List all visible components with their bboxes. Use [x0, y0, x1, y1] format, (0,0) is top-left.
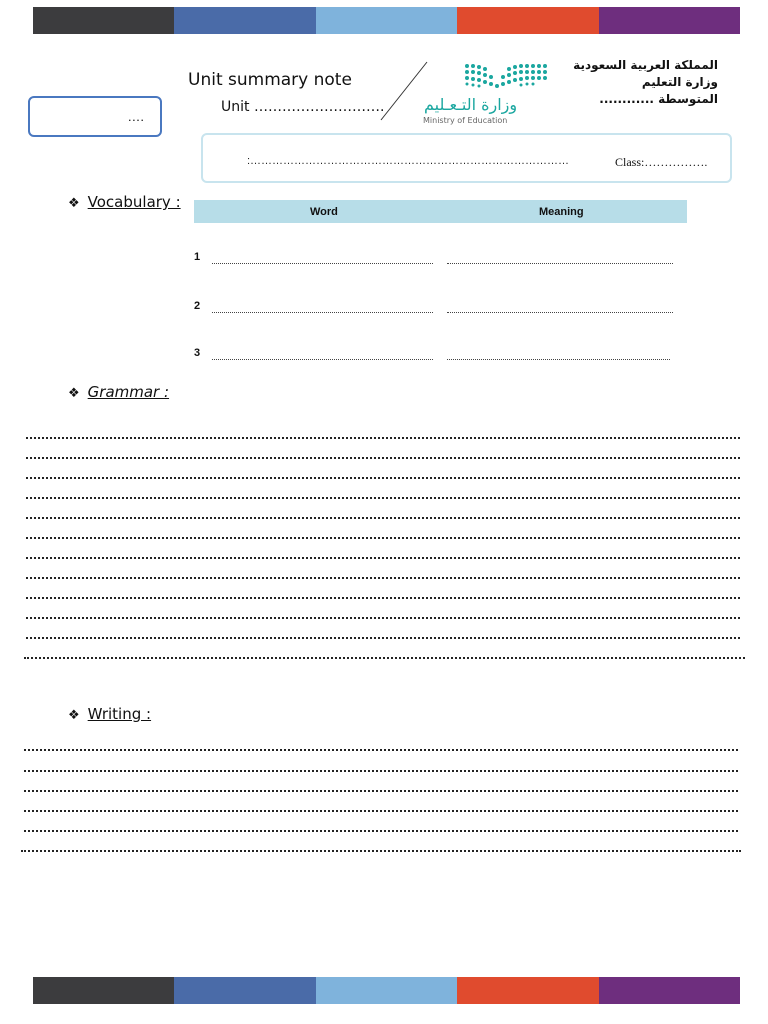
meaning-blank[interactable]: [447, 312, 673, 313]
word-column-header: Word: [310, 205, 338, 218]
meaning-blank[interactable]: [447, 359, 670, 360]
arabic-header-line2: وزارة التعليم: [641, 75, 718, 89]
meaning-blank[interactable]: [447, 263, 673, 264]
vocab-row: [194, 300, 694, 320]
class-field[interactable]: Class:…………….: [615, 155, 708, 169]
page-title: Unit summary note: [188, 70, 352, 90]
writing-line[interactable]: [24, 810, 738, 812]
student-info-box[interactable]: [201, 133, 732, 183]
writing-heading: [68, 705, 151, 723]
grammar-line[interactable]: [24, 657, 745, 659]
vocab-row: [194, 347, 694, 367]
grammar-heading: [68, 383, 169, 401]
grammar-line[interactable]: [26, 437, 740, 439]
word-blank[interactable]: [212, 359, 433, 360]
grammar-line[interactable]: [26, 517, 740, 519]
diamond-bullet-icon: ❖: [68, 196, 80, 211]
diamond-bullet-icon: ❖: [68, 708, 80, 723]
logo-arabic-text: وزارة التـعـليم: [424, 95, 518, 114]
writing-line[interactable]: [24, 790, 738, 792]
vocabulary-heading: [68, 193, 181, 211]
grammar-line[interactable]: [26, 457, 740, 459]
arabic-header-line3: المتوسطة ............: [599, 92, 718, 106]
grammar-label: Grammar :: [87, 383, 170, 401]
word-blank[interactable]: [212, 312, 433, 313]
vocabulary-label: Vocabulary :: [87, 193, 181, 211]
logo-english-text: Ministry of Education: [423, 116, 508, 125]
arabic-header-line1: المملكة العربية السعودية: [573, 58, 718, 72]
grammar-line[interactable]: [26, 577, 740, 579]
diamond-bullet-icon: ❖: [68, 386, 80, 401]
vocab-row: [194, 251, 694, 271]
name-field[interactable]: :……………………………………………………………………………: [247, 155, 570, 167]
vocabulary-table-header: [194, 200, 687, 223]
bottom-color-bar: [33, 977, 740, 1004]
grammar-line[interactable]: [26, 597, 740, 599]
arabic-header: [573, 57, 718, 108]
top-color-bar: [33, 7, 740, 34]
writing-line[interactable]: [24, 830, 738, 832]
name-box-text: ….: [127, 109, 144, 124]
student-name-box[interactable]: [28, 96, 162, 137]
vocab-row-number: 1: [194, 251, 201, 263]
writing-line[interactable]: [24, 749, 738, 751]
meaning-column-header: Meaning: [539, 205, 584, 218]
writing-label: Writing :: [87, 705, 152, 723]
grammar-line[interactable]: [26, 497, 740, 499]
vocab-row-number: 2: [194, 300, 201, 312]
vocab-row-number: 3: [194, 347, 201, 359]
writing-line[interactable]: [21, 850, 741, 852]
word-blank[interactable]: [212, 263, 433, 264]
unit-field[interactable]: Unit ……………………….: [221, 99, 385, 115]
grammar-line[interactable]: [26, 617, 740, 619]
grammar-line[interactable]: [26, 537, 740, 539]
grammar-line[interactable]: [26, 637, 740, 639]
writing-line[interactable]: [24, 770, 738, 772]
grammar-line[interactable]: [26, 477, 740, 479]
grammar-line[interactable]: [26, 557, 740, 559]
